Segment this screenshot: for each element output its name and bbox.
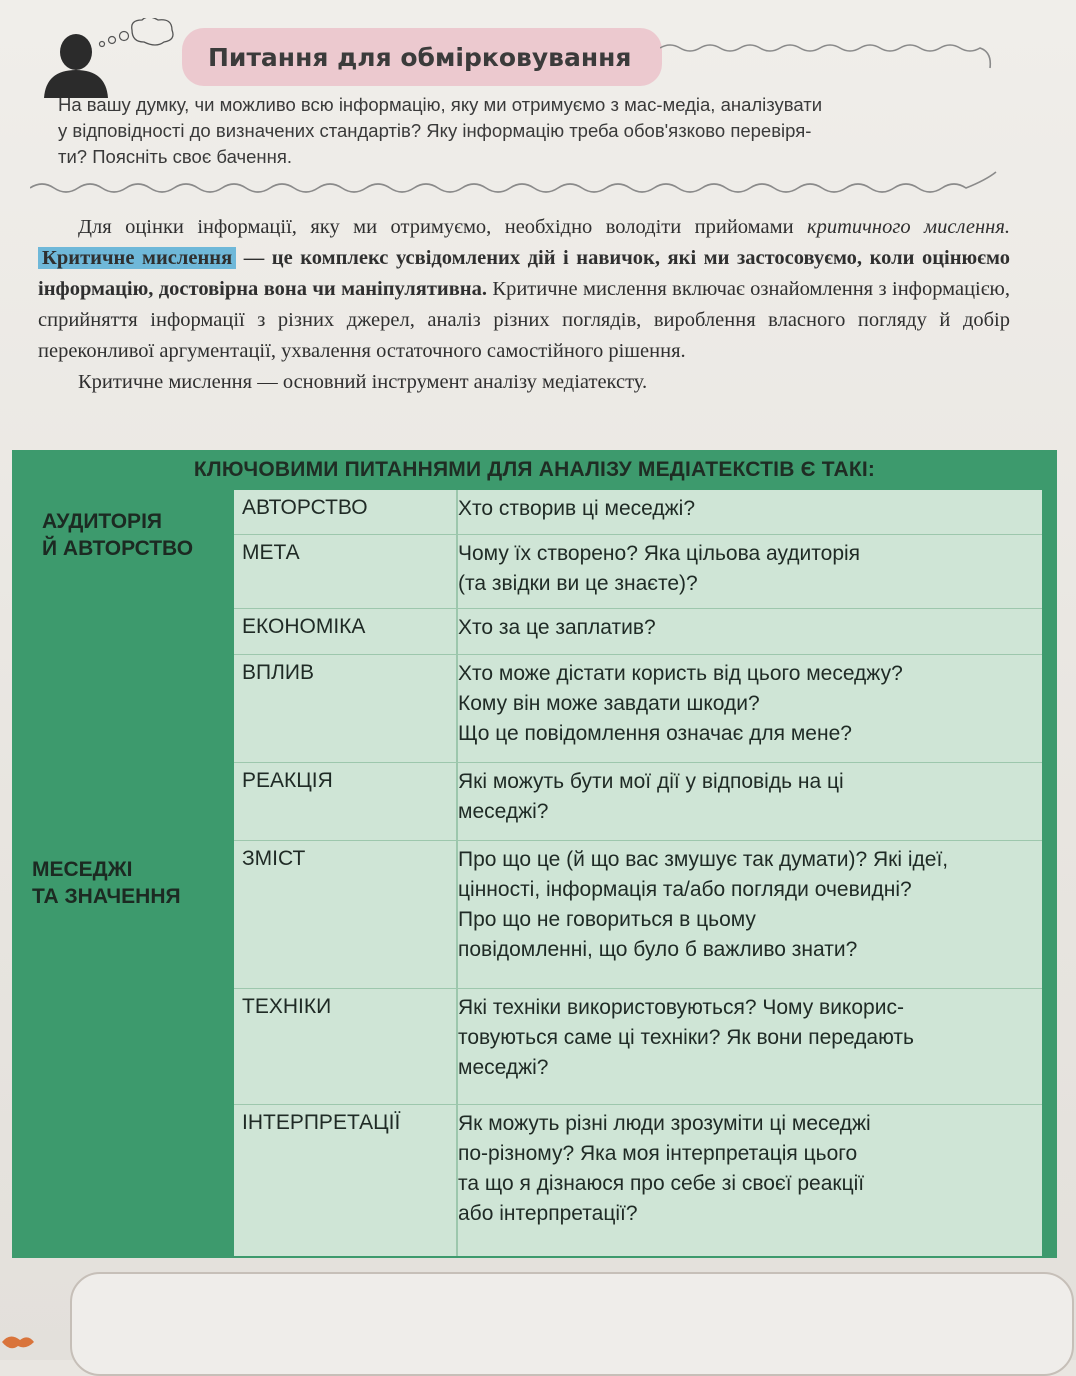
table-row xyxy=(234,762,1042,840)
table-row xyxy=(234,1104,1042,1256)
row-questions xyxy=(458,539,1036,599)
think-line: На вашу думку, чи можливо всю інформацію, яку ми отримуємо з мас-медіа, аналізувати xyxy=(58,94,823,115)
question-line: Про що не говориться в цьому xyxy=(458,908,756,931)
row-category: ВПЛИВ xyxy=(242,661,314,684)
table-row xyxy=(234,654,1042,762)
group-label-line: АУДИТОРІЯ xyxy=(42,510,162,533)
text-run: Для оцінки інформації, яку ми отримуємо, необхідно володіти прийомами xyxy=(78,216,807,238)
group-label-messages xyxy=(32,856,181,910)
text-run: Критичне мислення включає ознайомлення з інформацією, сприйняття інформації з різних джерел, аналіз різних поглядів, вироблення власного погляду й добір переконливої аргументації, ухвалення остаточного самостійного рішення. xyxy=(38,278,1010,362)
question-line: повідомленні, що було б важливо знати? xyxy=(458,938,858,961)
question-line: або інтерпретації? xyxy=(458,1202,638,1225)
think-line: ти? Поясніть своє бачення. xyxy=(58,146,292,167)
row-questions xyxy=(458,494,1036,524)
question-line: Які техніки використовуються? Чому викорис- xyxy=(458,996,904,1019)
group-label-line: ТА ЗНАЧЕННЯ xyxy=(32,885,181,908)
row-questions xyxy=(458,845,1036,965)
table-row xyxy=(234,840,1042,988)
table-row xyxy=(234,490,1042,534)
row-questions xyxy=(458,659,1036,749)
next-section-box xyxy=(70,1272,1074,1376)
question-line: та що я дізнаюся про себе зі своєї реакції xyxy=(458,1172,865,1195)
decorative-mark-icon xyxy=(0,1320,40,1360)
question-line: по-різному? Яка моя інтерпретація цього xyxy=(458,1142,858,1165)
question-line: Про що це (й що вас змушує так думати)? Які ідеї, xyxy=(458,848,949,871)
question-line: Як можуть різні люди зрозуміти ці меседжі xyxy=(458,1112,871,1135)
think-line: у відповідності до визначених стандартів? Яку інформацію треба обов'язково перевіря- xyxy=(58,120,812,141)
question-line: Що це повідомлення означає для мене? xyxy=(458,722,852,745)
row-questions xyxy=(458,1109,1036,1229)
highlighted-term: Критичне мислення xyxy=(38,247,236,269)
table-row xyxy=(234,608,1042,654)
italic-term: критичного мислення. xyxy=(806,216,1010,238)
table-row xyxy=(234,988,1042,1104)
wave-decoration xyxy=(30,170,1000,200)
question-line: товуються саме ці техніки? Як вони передають xyxy=(458,1026,914,1049)
table-body xyxy=(234,490,1042,1256)
paragraph: Критичне мислення — основний інструмент аналізу медіатексту. xyxy=(78,371,648,393)
think-box-title: Питання для обмірковування xyxy=(182,28,662,86)
row-questions xyxy=(458,767,1036,827)
question-line: Кому він може завдати шкоди? xyxy=(458,692,760,715)
thinking-person-icon xyxy=(40,18,180,98)
row-category: ЕКОНОМІКА xyxy=(242,615,366,638)
group-label-line: МЕСЕДЖІ xyxy=(32,858,133,881)
question-line: Чому їх створено? Яка цільова аудиторія xyxy=(458,542,861,565)
think-box-text xyxy=(58,92,978,170)
question-line: Хто за це заплатив? xyxy=(458,616,656,639)
question-line: меседжі? xyxy=(458,800,549,823)
question-line: цінності, інформація та/або погляди очевидні? xyxy=(458,878,912,901)
row-questions xyxy=(458,613,1036,643)
question-line: меседжі? xyxy=(458,1056,549,1079)
table-header: КЛЮЧОВИМИ ПИТАННЯМИ ДЛЯ АНАЛІЗУ МЕДІАТЕКСТІВ Є ТАКІ: xyxy=(193,458,876,481)
row-category: РЕАКЦІЯ xyxy=(242,769,333,792)
definition-text: — це комплекс усвідомлених дій і навичок, які ми застосовуємо, коли оцінюємо інформацію, достовірна вона чи маніпулятивна. xyxy=(38,247,1010,300)
body-text xyxy=(38,212,1010,398)
group-label-audience xyxy=(42,508,193,562)
question-line: Хто може дістати користь від цього меседжу? xyxy=(458,662,903,685)
question-line: (та звідки ви це знаєте)? xyxy=(458,572,698,595)
row-questions xyxy=(458,993,1036,1083)
question-line: Які можуть бути мої дії у відповідь на ці xyxy=(458,770,844,793)
key-questions-table xyxy=(12,450,1057,1258)
row-category: ІНТЕРПРЕТАЦІЇ xyxy=(242,1111,401,1134)
wave-decoration xyxy=(660,38,1000,78)
row-category: ЗМІСТ xyxy=(242,847,306,870)
question-line: Хто створив ці меседжі? xyxy=(458,497,696,520)
table-row xyxy=(234,534,1042,608)
row-category: АВТОРСТВО xyxy=(242,496,368,519)
row-category: МЕТА xyxy=(242,541,300,564)
group-label-line: Й АВТОРСТВО xyxy=(42,537,194,560)
row-category: ТЕХНІКИ xyxy=(242,995,332,1018)
paragraph xyxy=(38,212,1010,367)
